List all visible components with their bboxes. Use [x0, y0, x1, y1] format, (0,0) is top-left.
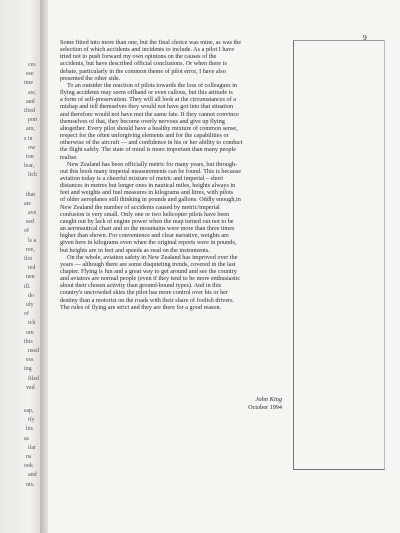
- facing-page-text-fragment: s in: [24, 135, 33, 142]
- facing-page-text-fragment: ify: [28, 417, 35, 424]
- facing-page-text-fragment: as: [24, 435, 29, 442]
- text-line: On the whole, aviation safety in New Zealand has improved over the: [67, 253, 238, 261]
- text-line: chapter. Flying is fun and a great way to get around and see the country: [60, 268, 237, 275]
- facing-page-text-fragment: do: [28, 292, 34, 299]
- facing-page-text-fragment: pon: [28, 117, 37, 124]
- margin-rule-box: [293, 40, 385, 470]
- signature-block: [60, 396, 282, 412]
- facing-page-text-fragment: om: [26, 329, 34, 336]
- text-line: destiny than a motorist on the roads with their share of foolish drivers.: [60, 296, 235, 304]
- text-line: altogether. Every pilot should have a healthy mixture of common sense,: [60, 124, 238, 132]
- facing-page-text-fragment: aw,: [28, 89, 37, 96]
- facing-page-text-fragment: that: [26, 191, 35, 198]
- facing-page-text-fragment: lich: [28, 172, 37, 179]
- text-line: To an outsider the reaction of pilots towards the loss of colleagues in: [67, 81, 238, 89]
- facing-page-text-fragment: lear,: [24, 163, 35, 170]
- text-line: otherwise of the aircraft — and confidence in his or her ability to conduct: [60, 139, 243, 147]
- page-number: 9: [363, 33, 367, 42]
- facing-page-text-fragment: uly: [26, 302, 34, 308]
- facing-page-text-fragment: ime: [24, 80, 33, 87]
- text-line: New Zealand the number of accidents caused by metric/imperial: [60, 203, 220, 211]
- text-line: selection of which accidents and incidents to include. As a pilot I have: [60, 46, 235, 54]
- text-line: a form of self-preservation. They will all look at the circumstances of a: [60, 96, 236, 104]
- text-line: out this book many imperial measurements can be found. This is because: [60, 167, 241, 175]
- facing-page-text-fragment: ess: [26, 357, 34, 364]
- text-line: aviation today is a cheerful mixture of metric and imperial – short: [60, 174, 224, 182]
- text-line: but heights are in feet and speeds as read on the instruments.: [60, 246, 210, 254]
- facing-page-text-fragment: nsed: [28, 348, 39, 354]
- text-line: the flight safely. The state of mind is more important than many people: [60, 146, 236, 154]
- text-line: realise.: [60, 153, 78, 161]
- text-line: higher than shown. For convenience and clear narrative, weights are: [60, 232, 229, 240]
- text-line: tried not to push forward my own opinions on the causes of the: [60, 53, 217, 61]
- facing-page-text-fragment: this: [24, 338, 33, 345]
- facing-page-text-fragment: nts.: [26, 481, 35, 488]
- facing-page-text-fragment: and: [28, 472, 37, 479]
- text-line: caught out by lack of engine power when the map turned out not to be: [60, 217, 234, 225]
- text-line: years — although there are some disquieting trends, covered in the last: [60, 260, 236, 268]
- text-line: accidents, but have described official conclusions. Or when there is: [60, 60, 227, 68]
- text-line: The rules of flying are strict and they are there for a good reason.: [60, 303, 222, 311]
- text-line: and aviators are normal people (even if they tend to be more enthusiastic: [60, 275, 241, 283]
- facing-page-text-fragment: ns: [26, 454, 32, 460]
- text-line: about their chosen activity than ground-bound types). And in this: [60, 282, 222, 290]
- facing-page-text-fragment: ree,: [26, 246, 35, 253]
- facing-page-text-fragment: ion: [26, 154, 34, 160]
- facing-page-text-fragment: ill.: [24, 283, 31, 290]
- facing-page-text-fragment: ilar: [28, 444, 36, 451]
- author-name: John King: [255, 396, 282, 403]
- text-line: New Zealand has been officially metric for many years, but through-: [67, 160, 238, 168]
- facing-page-text-fragment: ved: [26, 384, 35, 391]
- facing-page-text-fragment: ate: [24, 200, 31, 207]
- body-text: [60, 39, 282, 311]
- facing-page-text-fragment: and: [26, 98, 35, 105]
- facing-page-edge: [0, 0, 42, 533]
- facing-page-text-fragment: sed: [26, 219, 34, 226]
- facing-page-text-fragment: ich: [28, 320, 36, 327]
- text-line: and therefore would not have met the same fate. If they cannot convince: [60, 110, 239, 118]
- text-line: flying accidents may seem offhand or even callous, but this attitude is: [60, 89, 233, 97]
- facing-page-text-fragment: ave: [28, 210, 37, 216]
- facing-page-text-fragment: ls a: [28, 237, 37, 244]
- text-line: an aeronautical chart and so the mountains were more than three times: [60, 225, 235, 233]
- text-line: debate, particularly in the common theme of pilot error, I have also: [60, 67, 226, 75]
- facing-page-text-fragment: sap,: [24, 408, 34, 414]
- text-line: distances in metres but longer ones in nautical miles, heights always in: [60, 182, 236, 190]
- text-line: Some fitted into more than one, but the final choice was mine, as was the: [60, 39, 242, 46]
- text-line: presented the other side.: [60, 74, 121, 82]
- facing-page-text-fragment: ow: [28, 144, 36, 151]
- text-line: themselves of that, they become overly nervous and give up flying: [60, 117, 225, 125]
- facing-page-text-fragment: ook: [24, 463, 33, 470]
- text-line: feet and weights and fuel measures in kilograms and litres, with pilots: [60, 189, 234, 197]
- facing-page-text-fragment: of: [24, 311, 29, 318]
- facing-page-text-fragment: ied: [28, 265, 36, 272]
- facing-page-text-fragment: filed: [28, 375, 39, 382]
- text-line: of older aeroplanes still thinking in pounds and gallons. Oddly enough,in: [60, 196, 241, 204]
- text-line: mishap and tell themselves they would not have got into that situation: [60, 103, 234, 111]
- text-line: given here in kilograms even when the original reports were in pounds,: [60, 239, 237, 247]
- facing-page-text-fragment: ese: [26, 71, 34, 78]
- facing-page-text-fragment: ain,: [26, 126, 35, 133]
- text-line: confusion is very small. Only one or two helicopter pilots have been: [60, 210, 230, 218]
- facing-page-text-fragment: his: [26, 426, 34, 433]
- text-line: respect for the often unforgiving elements and for the capabilities or: [60, 132, 229, 140]
- text-line: country's uncrowded skies the pilot has more control over his or her: [60, 289, 228, 297]
- signature-date: October 1994: [248, 404, 282, 411]
- facing-page-text-fragment: ilot: [24, 256, 33, 262]
- facing-page-text-fragment: nen: [26, 274, 35, 281]
- facing-page-text-fragment: ified: [24, 108, 35, 114]
- facing-page-text-fragment: ces: [28, 62, 36, 68]
- facing-page-text-fragment: of: [24, 228, 29, 235]
- facing-page-text-fragment: ing: [24, 366, 32, 373]
